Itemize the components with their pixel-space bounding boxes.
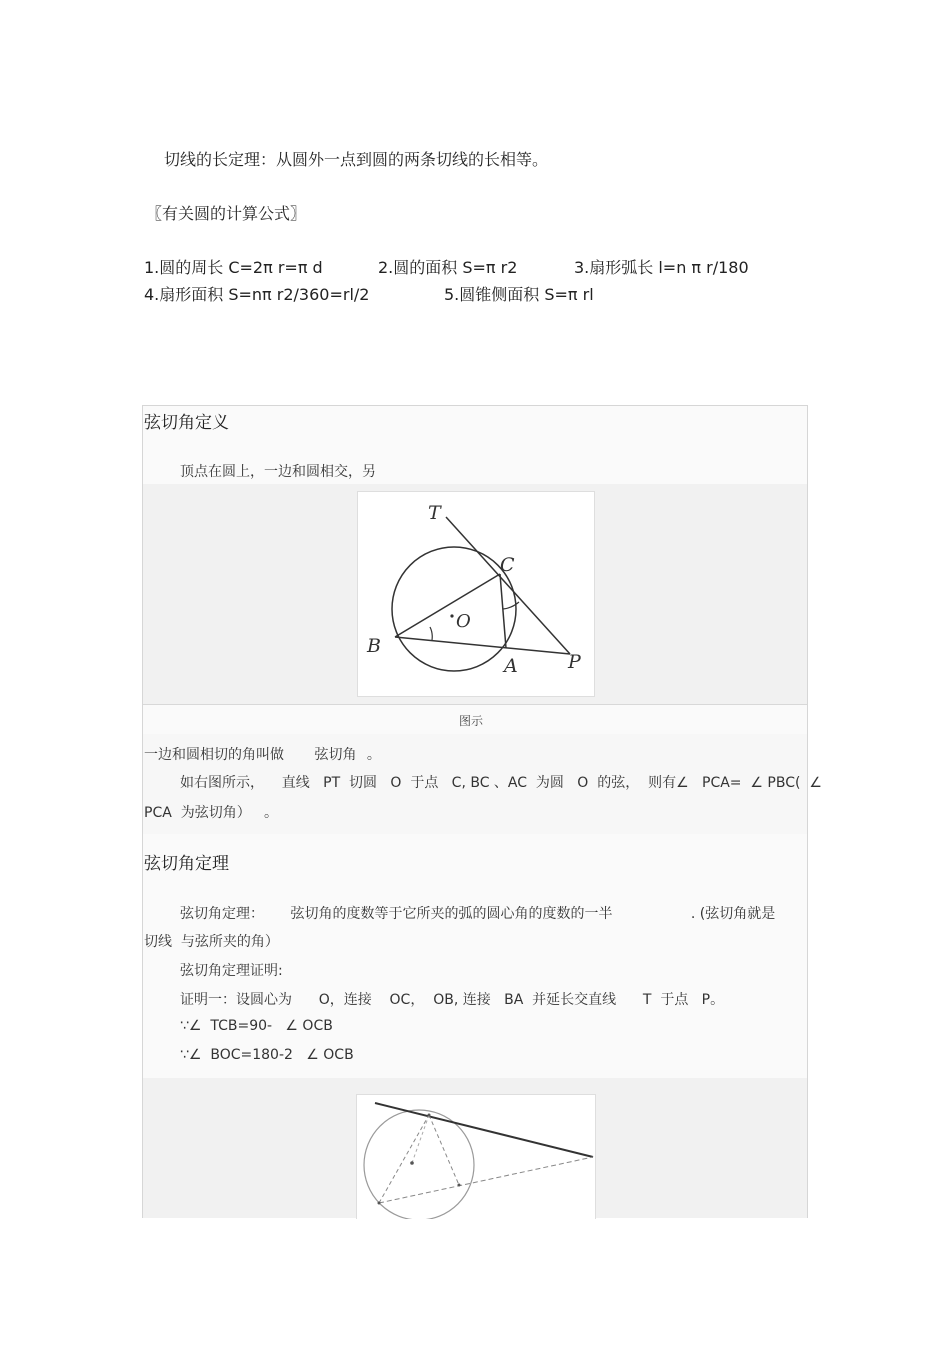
formula-circumference: 1.圆的周长 C=2π r=π d — [144, 258, 323, 277]
tangent-length-theorem: 切线的长定理：从圆外一点到圆的两条切线的长相等。 — [164, 150, 549, 169]
section-heading-theorem: 弦切角定理 — [144, 854, 229, 874]
theorem-line-2: 切线 与弦所夹的角） — [144, 934, 279, 950]
label-a: A — [504, 655, 518, 677]
formula-sector-area: 4.扇形面积 S=nπ r2/360=rl/2 — [144, 285, 370, 304]
chord-ca — [500, 574, 506, 648]
figure-caption: 图示 — [459, 714, 484, 728]
label-b: B — [367, 635, 381, 657]
label-o: O — [456, 611, 471, 632]
proof-tangent-line — [375, 1103, 593, 1157]
proof-step-3: ∵∠ BOC=180-2 ∠ OCB — [180, 1047, 354, 1063]
term-tangent-chord-angle: 弦切角 — [314, 747, 357, 763]
formula-arc-length: 3.扇形弧长 l=n π r/180 — [574, 258, 749, 277]
label-t: T — [428, 502, 441, 524]
theorem-statement: 弦切角的度数等于它所夹的弧的圆心角的度数的一半 — [290, 906, 613, 922]
label-p: P — [568, 651, 581, 673]
proof-point-b — [378, 1202, 381, 1205]
chord-bc — [395, 574, 500, 637]
definition-line-2-end: 。 — [366, 747, 381, 763]
formulas-heading: 〖有关圆的计算公式〗 — [146, 204, 307, 223]
proof-step-1: 证明一：设圆心为 O，连接 OC， OB, 连接 BA 并延长交直线 T 于点 P。 — [180, 992, 725, 1008]
proof-diagram — [357, 1095, 595, 1219]
tangent-chord-diagram — [358, 492, 594, 696]
theorem-label: 弦切角定理： — [180, 906, 264, 922]
line-bp — [395, 637, 570, 654]
center-dot — [450, 614, 453, 617]
formula-area: 2.圆的面积 S=π r2 — [378, 258, 518, 277]
proof-title: 弦切角定理证明: — [180, 963, 283, 979]
content-box — [142, 405, 822, 1218]
definition-line-3: 如右图所示， 直线 PT 切圆 O 于点 C, BC 、AC 为圆 O 的弦， 则有∠ PCA= ∠ PBC( ∠ — [180, 775, 822, 791]
caption-divider — [143, 704, 807, 705]
proof-chord-2 — [429, 1115, 459, 1185]
tangent-line-pt — [446, 517, 570, 654]
theorem-line-1 — [180, 903, 775, 923]
proof-center-dot — [410, 1161, 414, 1165]
definition-line-2 — [144, 744, 381, 764]
definition-line-4: PCA 为弦切角） 。 — [144, 805, 279, 821]
angle-arc-b — [430, 627, 432, 640]
proof-step-2: ∵∠ TCB=90- ∠ OCB — [180, 1018, 333, 1034]
proof-chord-1 — [379, 1115, 429, 1203]
proof-point-c — [428, 1114, 431, 1117]
circle-shape — [392, 547, 516, 671]
tangent-chord-figure — [357, 491, 595, 697]
proof-point-a — [458, 1184, 461, 1187]
theorem-note: . (弦切角就是 — [690, 906, 776, 922]
definition-line-2-text: 一边和圆相切的角叫做 — [144, 747, 284, 763]
proof-radius — [412, 1115, 429, 1163]
definition-line-1: 顶点在圆上，一边和圆相交，另 — [180, 464, 376, 480]
proof-figure — [356, 1094, 596, 1219]
section-heading-definition: 弦切角定义 — [144, 413, 229, 433]
formula-cone-lateral-area: 5.圆锥侧面积 S=π rl — [444, 285, 594, 304]
label-c: C — [500, 554, 515, 576]
